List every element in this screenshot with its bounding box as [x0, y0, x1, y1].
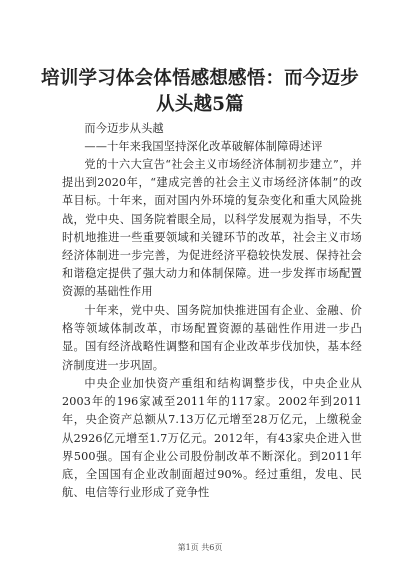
paragraph-text: 中央企业加快资产重组和结构调整步伐，中央企业从2003年的196家减至2011年的117家。2002年到2011年，央企资产总额从7.13万亿元增至28万亿元，上缴税金从2926亿元增至1.7万亿元。2012年，有43家央企进入世界500强。国有企业公司股份制改革不断深化。到2011年底，全国国有企业改制面超过90%。经过重组，发电、民航、电信等行业形成了竞争性 — [62, 377, 362, 500]
subtitle-text: 而今迈步从头越 — [84, 122, 164, 135]
paragraph-2 — [62, 302, 362, 375]
paragraph-text: 十年来，党中央、国务院加快推进国有企业、金融、价格等领域体制改革，市场配置资源的基础性作用进一步凸显。国有经济战略性调整和国有企业改革步伐加快，基本经济制度进一步巩固。 — [62, 304, 362, 372]
article-subtitle — [62, 120, 362, 138]
article-byline — [62, 138, 362, 156]
page-footer: 第1页 共6页 — [177, 543, 223, 552]
paragraph-text: 党的十六大宣告“社会主义市场经济体制初步建立”，并提出到2020年，“建成完善的社会主义市场经济体制”的改革目标。十年来，面对国内外环境的复杂变化和重大风险挑战，党中央、国务院着眼全局，以科学发展观为指导，不失时机地推进一些重要领域和关键环节的改革，社会主义市场经济体制进一步完善，为促进经济平稳较快发展、保持社会和谐稳定提供了强大动力和体制保障。进一步发挥市场配置资源的基础性作用 — [62, 158, 362, 299]
byline-text: ——十年来我国坚持深化改革破解体制障碍述评 — [84, 140, 323, 153]
paragraph-3 — [62, 375, 362, 502]
paragraph-1 — [62, 156, 362, 302]
document-title: 培训学习体会体悟感想感悟：而今迈步从头越5篇 — [41, 68, 359, 115]
